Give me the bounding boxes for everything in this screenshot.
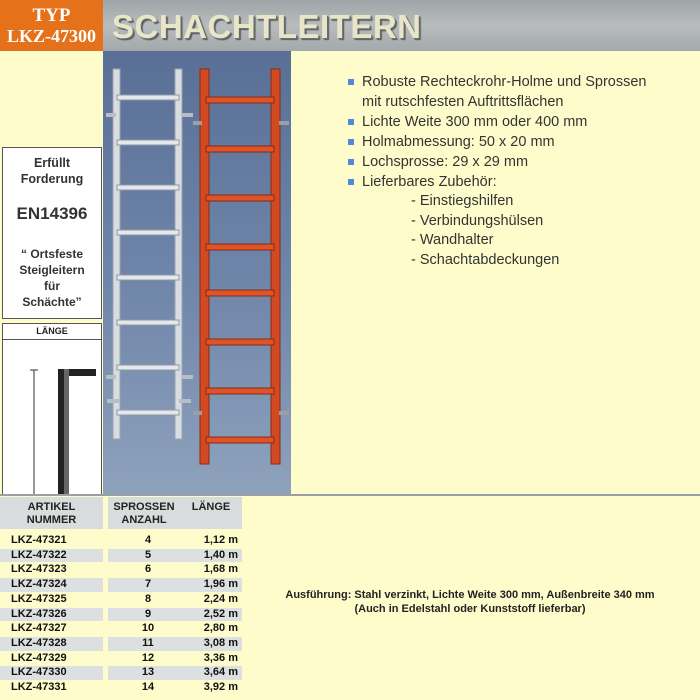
table-row xyxy=(0,666,242,680)
table-row xyxy=(0,681,242,695)
req-line2: Forderung xyxy=(20,172,84,186)
req-desc3: für xyxy=(44,279,60,293)
rung-length-cell xyxy=(108,563,242,577)
left-panel xyxy=(0,51,103,494)
req-desc1: “ Ortsfeste xyxy=(20,247,84,261)
header-artikel: ARTIKEL NUMMER xyxy=(0,497,103,529)
rung-count: 8 xyxy=(144,592,152,605)
length-value: 3,36 m xyxy=(203,651,238,664)
req-line1: Erfüllt xyxy=(33,156,71,170)
rung-count: 5 xyxy=(144,548,152,561)
separator xyxy=(0,494,700,496)
length-value: 1,40 m xyxy=(203,548,238,561)
req-desc2: Steigleitern xyxy=(19,263,85,277)
table-row xyxy=(0,534,242,548)
rung-count: 14 xyxy=(141,681,155,693)
rung-length-cell xyxy=(108,637,242,651)
length-value: 3,64 m xyxy=(203,666,238,679)
rung-length-cell xyxy=(108,534,242,548)
feature-item: Lichte Weite 300 mm oder 400 mm xyxy=(348,112,698,132)
feature-item: Holmabmessung: 50 x 20 mm xyxy=(348,132,698,152)
length-value: 1,12 m xyxy=(203,534,238,546)
table-row xyxy=(0,652,242,666)
table-row xyxy=(0,578,242,592)
accessory-item: - Schachtabdeckungen xyxy=(411,251,560,268)
table-row xyxy=(0,563,242,577)
rung-count: 6 xyxy=(144,563,152,576)
rung-count: 12 xyxy=(141,651,155,664)
model-number: LKZ-47300 xyxy=(6,26,96,46)
photo-background xyxy=(103,51,291,494)
bullet-icon xyxy=(348,159,354,165)
rung-count: 7 xyxy=(144,578,152,591)
rung-length-cell xyxy=(108,578,242,592)
article-number: LKZ-47324 xyxy=(0,578,103,592)
table-row xyxy=(0,549,242,563)
bullet-icon xyxy=(348,79,354,85)
feature-item: Lochsprosse: 29 x 29 mm xyxy=(348,152,698,172)
req-desc4: Schächte” xyxy=(22,295,82,309)
execution-note: Ausführung: Stahl verzinkt, Lichte Weite 300 mm, Außenbreite 340 mm (Auch in Edelstahl oder Kunststoff lieferbar) xyxy=(285,589,655,615)
length-value: 1,68 m xyxy=(203,563,238,576)
article-number: LKZ-47322 xyxy=(0,549,103,563)
accessory-item: - Einstiegshilfen xyxy=(411,193,514,209)
table-row xyxy=(0,608,242,622)
rung-count: 13 xyxy=(141,666,155,679)
typ-label: TYP xyxy=(32,5,71,26)
article-number: LKZ-47325 xyxy=(11,592,67,605)
length-value: 3,92 m xyxy=(203,681,238,693)
accessory-item: - Verbindungshülsen xyxy=(411,212,544,229)
article-number: LKZ-47321 xyxy=(11,534,67,546)
page-title: SCHACHTLEITERN xyxy=(112,8,422,45)
article-number: LKZ-47323 xyxy=(11,563,67,576)
table-row xyxy=(0,637,242,651)
rung-length-cell xyxy=(108,608,242,622)
rung-count: 4 xyxy=(144,534,152,546)
rung-length-cell xyxy=(108,681,242,695)
article-number: LKZ-47328 xyxy=(0,637,103,651)
feature-list xyxy=(348,72,698,270)
bullet-icon xyxy=(348,179,354,185)
rung-length-cell xyxy=(108,666,242,680)
rung-length-cell xyxy=(108,652,242,666)
feature-item: Robuste Rechteckrohr-Holme und Sprossen mit rutschfesten Auftrittsflächen xyxy=(348,72,698,112)
length-value: 3,08 m xyxy=(203,636,238,649)
bullet-icon xyxy=(348,119,354,125)
requirement-box xyxy=(2,147,102,319)
rung-length-cell xyxy=(108,593,242,607)
bullet-icon xyxy=(348,139,354,145)
ladder-photo xyxy=(103,51,291,494)
table-row xyxy=(0,622,242,636)
header-sprossen-laenge: SPROSSEN ANZAHL LÄNGE xyxy=(108,497,242,529)
accessory-item: - Wandhalter xyxy=(411,232,494,248)
article-number: LKZ-47326 xyxy=(0,608,103,622)
article-number: LKZ-47330 xyxy=(0,666,103,680)
length-value: 2,24 m xyxy=(203,592,238,605)
article-number: LKZ-47329 xyxy=(11,651,67,664)
rung-count: 10 xyxy=(141,622,155,635)
rung-count: 11 xyxy=(142,636,154,649)
norm-label: EN14396 xyxy=(16,204,88,223)
rung-count: 9 xyxy=(144,607,152,620)
feature-item: Lieferbares Zubehör: xyxy=(348,172,698,192)
length-label: LÄNGE xyxy=(36,326,68,336)
article-number: LKZ-47327 xyxy=(11,622,67,635)
rung-length-cell xyxy=(108,549,242,563)
article-number: LKZ-47331 xyxy=(11,681,67,693)
type-box xyxy=(0,0,103,51)
length-value: 1,96 m xyxy=(203,578,238,591)
rung-length-cell xyxy=(108,622,242,636)
length-value: 2,80 m xyxy=(203,622,238,635)
table-row xyxy=(0,593,242,607)
length-value: 2,52 m xyxy=(203,607,238,620)
